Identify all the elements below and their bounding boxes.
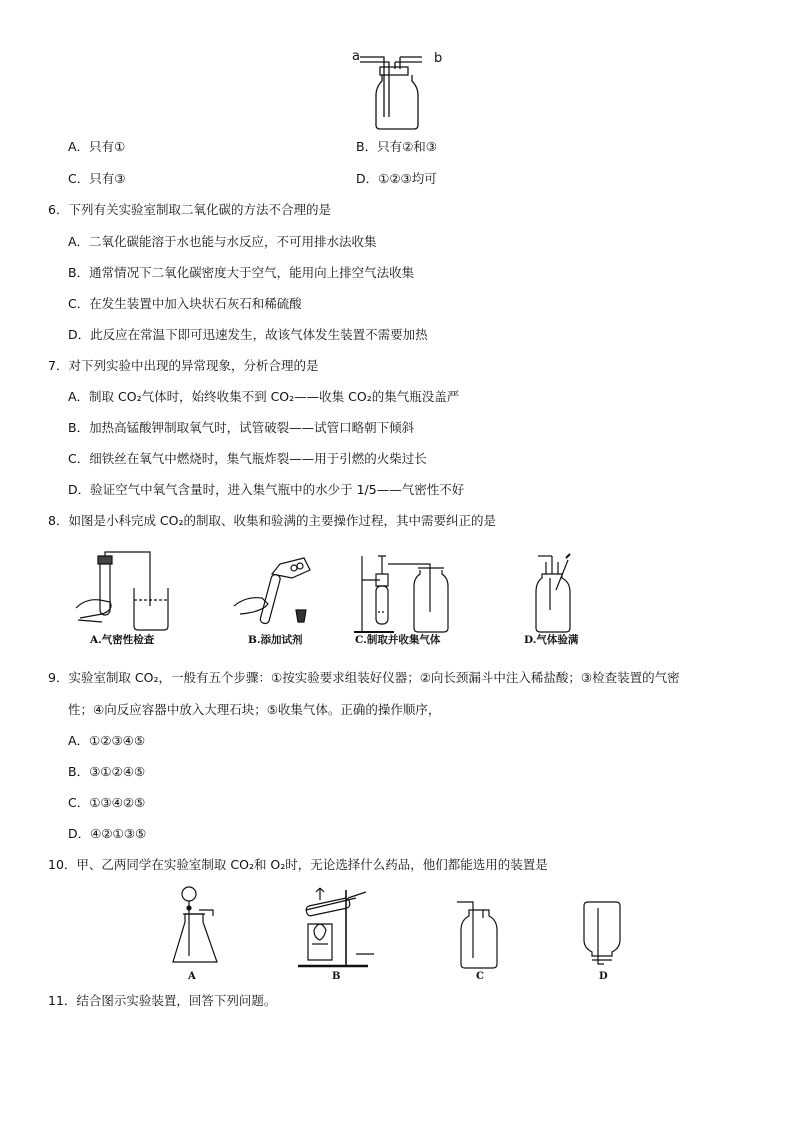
q8-figure-c-produce-collect [350,550,460,640]
q5-option-a: A．只有① [68,139,126,154]
q10-label-c: C [476,971,484,982]
q6-option-a: A．二氧化碳能溶于水也能与水反应，不可用排水法收集 [68,234,377,249]
q9-stem-line-2: 性；④向反应容器中放入大理石块；⑤收集气体。正确的操作顺序， [68,702,441,717]
q8-stem: 8．如图是小科完成 CO₂的制取、收集和验满的主要操作过程，其中需要纠正的是 [48,513,497,528]
q7-stem: 7．对下列实验中出现的异常现象，分析合理的是 [48,358,319,373]
q8-figure-b-adding-reagent [232,550,322,640]
q10-figure-b-heating [296,884,376,972]
q9-option-b: B．③①②④⑤ [68,764,146,779]
q10-stem: 10．甲、乙两同学在实验室制取 CO₂和 O₂时，无论选择什么药品，他们都能选用的装置是 [48,857,548,872]
q6-option-b: B．通常情况下二氧化碳密度大于空气，能用向上排空气法收集 [68,265,415,280]
q6-stem: 6．下列有关实验室制取二氧化碳的方法不合理的是 [48,202,331,217]
q8-caption-b: B.添加试剂 [248,634,303,646]
q7-option-d: D．验证空气中氧气含量时，进入集气瓶中的水少于 1/5——气密性不好 [68,482,465,497]
q7-option-b: B．加热高锰酸钾制取氧气时，试管破裂——试管口略朝下倾斜 [68,420,415,435]
q9-option-d: D．④②①③⑤ [68,826,147,841]
outlet-b-label: b [434,51,443,66]
q5-option-d: D．①②③均可 [356,171,437,186]
q5-option-c: C．只有③ [68,171,126,186]
q10-figure-d-inverted-bottle [578,898,628,970]
q10-label-d: D [599,971,608,982]
q9-stem-line-1: 9．实验室制取 CO₂，一般有五个步骤：①按实验要求组装好仪器；②向长颈漏斗中注入稀盐酸；③检查装置的气密 [48,670,680,685]
q10-figure-a-flask [165,886,225,971]
q5-option-b: B．只有②和③ [356,139,437,154]
q8-caption-d: D.气体验满 [524,634,579,646]
q9-option-c: C．①③④②⑤ [68,795,146,810]
q7-option-a: A．制取 CO₂气体时，始终收集不到 CO₂——收集 CO₂的集气瓶没盖严 [68,389,460,404]
q8-caption-a: A.气密性检查 [90,634,155,646]
q8-caption-c: C.制取并收集气体 [355,634,441,646]
inlet-a-label: a [352,49,360,64]
q6-option-d: D．此反应在常温下即可迅速发生，故该气体发生装置不需要加热 [68,327,428,342]
q10-label-b: B [332,971,341,982]
q10-figure-c-bottle [455,898,505,970]
q8-figure-d-full-check [528,550,588,640]
q10-label-a: A [188,971,196,982]
q6-option-c: C．在发生装置中加入块状石灰石和稀硫酸 [68,296,302,311]
q11-stem: 11．结合图示实验装置，回答下列问题。 [48,993,277,1008]
q7-option-c: C．细铁丝在氧气中燃烧时，集气瓶炸裂——用于引燃的火柴过长 [68,451,427,466]
q9-option-a: A．①②③④⑤ [68,733,146,748]
